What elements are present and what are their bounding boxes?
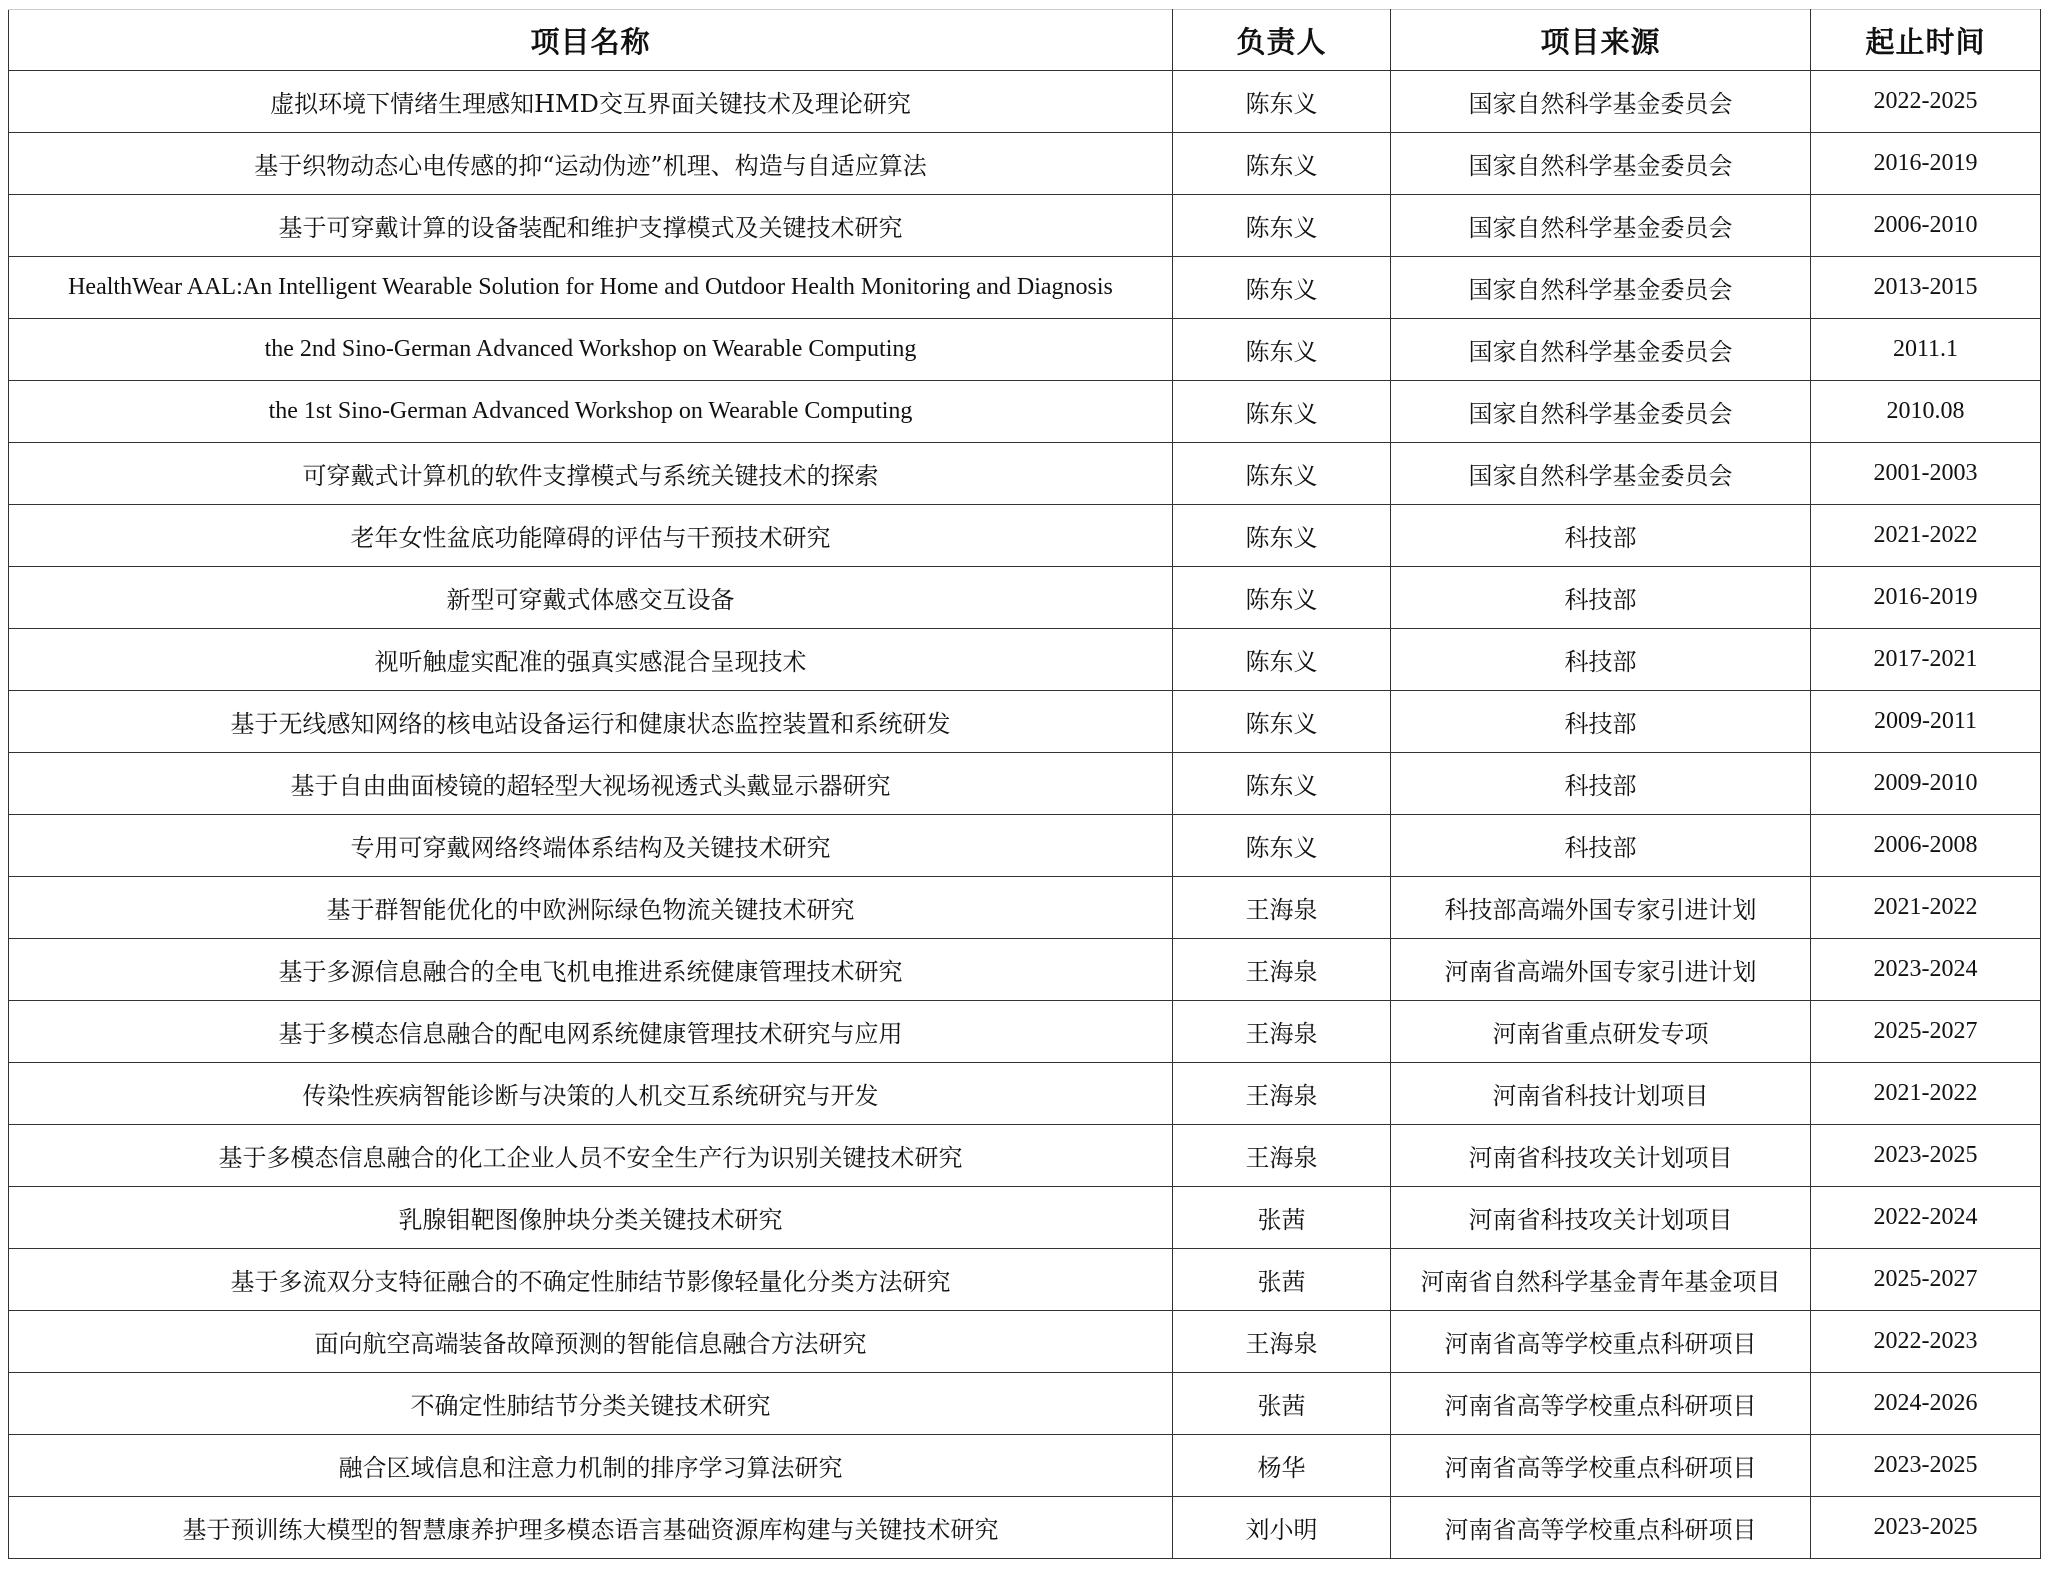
header-project-name: 项目名称 [9,10,1173,71]
cell-project-source: 国家自然科学基金委员会 [1391,319,1811,381]
header-project-source: 项目来源 [1391,10,1811,71]
cell-project-source: 河南省重点研发专项 [1391,1001,1811,1063]
cell-project-name: 基于多源信息融合的全电飞机电推进系统健康管理技术研究 [9,939,1173,1001]
table-row [9,815,2041,877]
table-body [9,71,2041,1559]
cell-project-name: 传染性疾病智能诊断与决策的人机交互系统研究与开发 [9,1063,1173,1125]
cell-leader: 张茜 [1173,1249,1391,1311]
table-row [9,1187,2041,1249]
cell-leader: 王海泉 [1173,1063,1391,1125]
cell-leader: 陈东义 [1173,691,1391,753]
table-row [9,1373,2041,1435]
cell-leader: 陈东义 [1173,71,1391,133]
cell-project-name: the 2nd Sino-German Advanced Workshop on Wearable Computing [9,319,1173,381]
cell-project-source: 科技部 [1391,567,1811,629]
cell-project-name: 基于多模态信息融合的化工企业人员不安全生产行为识别关键技术研究 [9,1125,1173,1187]
table-row [9,1063,2041,1125]
table-row [9,133,2041,195]
cell-period: 2023-2025 [1811,1435,2041,1497]
cell-project-source: 科技部 [1391,815,1811,877]
cell-project-source: 河南省科技攻关计划项目 [1391,1125,1811,1187]
cell-period: 2021-2022 [1811,505,2041,567]
cell-project-name: the 1st Sino-German Advanced Workshop on Wearable Computing [9,381,1173,443]
cell-project-source: 科技部 [1391,629,1811,691]
table-row [9,691,2041,753]
cell-project-name: 虚拟环境下情绪生理感知HMD交互界面关键技术及理论研究 [9,71,1173,133]
cell-project-source: 国家自然科学基金委员会 [1391,71,1811,133]
cell-period: 2013-2015 [1811,257,2041,319]
cell-project-name: 面向航空高端装备故障预测的智能信息融合方法研究 [9,1311,1173,1373]
cell-period: 2024-2026 [1811,1373,2041,1435]
header-leader: 负责人 [1173,10,1391,71]
cell-period: 2006-2010 [1811,195,2041,257]
cell-leader: 王海泉 [1173,1001,1391,1063]
cell-period: 2021-2022 [1811,877,2041,939]
cell-project-name: 不确定性肺结节分类关键技术研究 [9,1373,1173,1435]
cell-period: 2023-2025 [1811,1497,2041,1559]
cell-period: 2016-2019 [1811,567,2041,629]
table-row [9,381,2041,443]
cell-period: 2023-2025 [1811,1125,2041,1187]
table-row [9,629,2041,691]
cell-project-source: 国家自然科学基金委员会 [1391,133,1811,195]
cell-project-name: 基于群智能优化的中欧洲际绿色物流关键技术研究 [9,877,1173,939]
cell-leader: 陈东义 [1173,753,1391,815]
cell-leader: 陈东义 [1173,567,1391,629]
table-row [9,567,2041,629]
cell-project-source: 河南省高端外国专家引进计划 [1391,939,1811,1001]
cell-leader: 张茜 [1173,1373,1391,1435]
cell-leader: 陈东义 [1173,319,1391,381]
cell-project-source: 河南省高等学校重点科研项目 [1391,1435,1811,1497]
cell-project-name: 新型可穿戴式体感交互设备 [9,567,1173,629]
cell-project-source: 国家自然科学基金委员会 [1391,195,1811,257]
cell-project-source: 河南省科技计划项目 [1391,1063,1811,1125]
table-header-row [9,10,2041,71]
cell-project-source: 河南省高等学校重点科研项目 [1391,1497,1811,1559]
cell-period: 2022-2023 [1811,1311,2041,1373]
cell-project-source: 国家自然科学基金委员会 [1391,257,1811,319]
cell-project-name: HealthWear AAL:An Intelligent Wearable Solution for Home and Outdoor Health Monitoring and Diagnosis [9,257,1173,319]
cell-project-source: 科技部 [1391,753,1811,815]
cell-project-source: 科技部 [1391,505,1811,567]
cell-leader: 陈东义 [1173,381,1391,443]
cell-leader: 陈东义 [1173,815,1391,877]
cell-period: 2022-2025 [1811,71,2041,133]
cell-leader: 王海泉 [1173,939,1391,1001]
cell-project-source: 科技部高端外国专家引进计划 [1391,877,1811,939]
cell-period: 2006-2008 [1811,815,2041,877]
project-table [8,9,2041,1559]
cell-project-name: 基于无线感知网络的核电站设备运行和健康状态监控装置和系统研发 [9,691,1173,753]
cell-project-name: 可穿戴式计算机的软件支撑模式与系统关键技术的探索 [9,443,1173,505]
table-row [9,1125,2041,1187]
cell-leader: 王海泉 [1173,877,1391,939]
cell-period: 2022-2024 [1811,1187,2041,1249]
cell-project-name: 视听触虚实配准的强真实感混合呈现技术 [9,629,1173,691]
table-row [9,1311,2041,1373]
cell-leader: 张茜 [1173,1187,1391,1249]
table-row [9,257,2041,319]
cell-period: 2011.1 [1811,319,2041,381]
cell-project-source: 河南省高等学校重点科研项目 [1391,1311,1811,1373]
table-row [9,1435,2041,1497]
cell-period: 2010.08 [1811,381,2041,443]
cell-period: 2001-2003 [1811,443,2041,505]
cell-leader: 刘小明 [1173,1497,1391,1559]
cell-period: 2009-2010 [1811,753,2041,815]
table-row [9,1249,2041,1311]
cell-leader: 陈东义 [1173,505,1391,567]
table-row [9,505,2041,567]
table-row [9,443,2041,505]
table-row [9,319,2041,381]
cell-period: 2017-2021 [1811,629,2041,691]
cell-period: 2021-2022 [1811,1063,2041,1125]
table-row [9,1497,2041,1559]
cell-project-name: 基于多流双分支特征融合的不确定性肺结节影像轻量化分类方法研究 [9,1249,1173,1311]
cell-project-source: 河南省自然科学基金青年基金项目 [1391,1249,1811,1311]
cell-project-name: 老年女性盆底功能障碍的评估与干预技术研究 [9,505,1173,567]
cell-project-name: 基于预训练大模型的智慧康养护理多模态语言基础资源库构建与关键技术研究 [9,1497,1173,1559]
table-row [9,195,2041,257]
cell-project-name: 专用可穿戴网络终端体系结构及关键技术研究 [9,815,1173,877]
cell-period: 2025-2027 [1811,1001,2041,1063]
cell-period: 2025-2027 [1811,1249,2041,1311]
table-row [9,1001,2041,1063]
table-row [9,877,2041,939]
cell-period: 2023-2024 [1811,939,2041,1001]
cell-project-source: 河南省科技攻关计划项目 [1391,1187,1811,1249]
cell-project-name: 基于自由曲面棱镜的超轻型大视场视透式头戴显示器研究 [9,753,1173,815]
cell-leader: 陈东义 [1173,133,1391,195]
header-period: 起止时间 [1811,10,2041,71]
cell-project-name: 乳腺钼靶图像肿块分类关键技术研究 [9,1187,1173,1249]
cell-period: 2009-2011 [1811,691,2041,753]
project-table-container [8,9,2040,1559]
cell-project-name: 基于多模态信息融合的配电网系统健康管理技术研究与应用 [9,1001,1173,1063]
cell-leader: 陈东义 [1173,195,1391,257]
table-row [9,71,2041,133]
cell-leader: 王海泉 [1173,1311,1391,1373]
cell-project-name: 基于织物动态心电传感的抑“运动伪迹”机理、构造与自适应算法 [9,133,1173,195]
cell-project-source: 国家自然科学基金委员会 [1391,443,1811,505]
cell-project-source: 科技部 [1391,691,1811,753]
cell-leader: 陈东义 [1173,629,1391,691]
table-row [9,939,2041,1001]
cell-project-name: 融合区域信息和注意力机制的排序学习算法研究 [9,1435,1173,1497]
cell-project-name: 基于可穿戴计算的设备装配和维护支撑模式及关键技术研究 [9,195,1173,257]
cell-project-source: 河南省高等学校重点科研项目 [1391,1373,1811,1435]
cell-leader: 陈东义 [1173,443,1391,505]
cell-period: 2016-2019 [1811,133,2041,195]
cell-project-source: 国家自然科学基金委员会 [1391,381,1811,443]
cell-leader: 陈东义 [1173,257,1391,319]
cell-leader: 王海泉 [1173,1125,1391,1187]
cell-leader: 杨华 [1173,1435,1391,1497]
table-row [9,753,2041,815]
